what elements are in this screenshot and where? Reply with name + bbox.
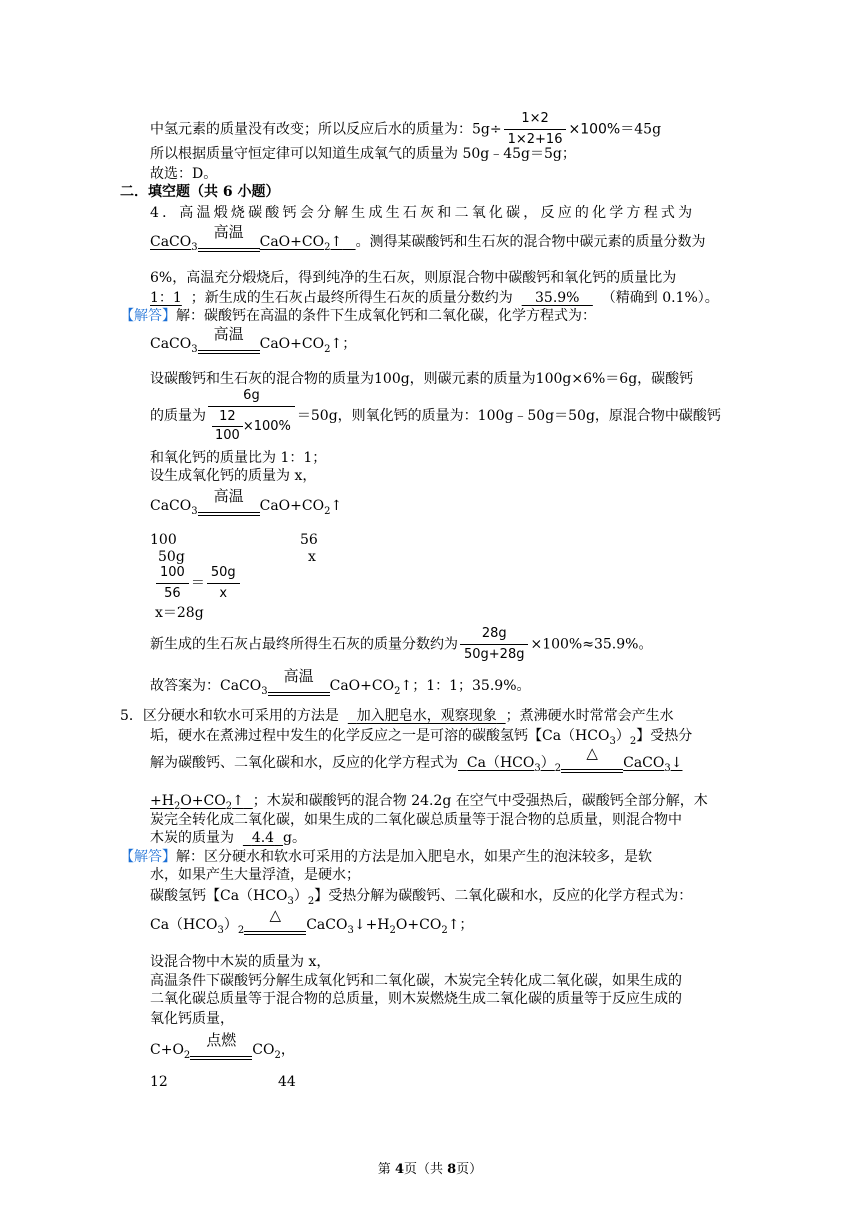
text-line: 高温条件下碳酸钙分解生成氧化钙和二氧化碳，木炭完全转化成二氧化碳，如果生成的 (150, 973, 682, 989)
text-line: $+H_2O+CO_2↑$ ；木炭和碳酸钙的混合物 24.2g 在空气中受强热后，碳酸钙全部分解，木 (150, 793, 708, 812)
text-line: 碳酸氢钙【$Ca(HCO_3)_2$】受热分解为碳酸钙、二氧化碳和水，反应的化学方程式为： (150, 888, 693, 907)
page-footer: 第 4页（共 8页） (377, 1162, 483, 1177)
text: ×100%≈35.9%。 (530, 636, 653, 653)
question-5-intro: 5．区分硬水和软水可采用的方法是 加入肥皂水，观察现象 ；煮沸硬水时常常会产生水 (120, 708, 674, 724)
answer-blank: 4.4 (251, 830, 275, 846)
mass-value: 56 (300, 532, 318, 548)
answer-tag: 【解答】 (120, 849, 176, 865)
text-line (150, 625, 652, 664)
fraction (504, 110, 567, 149)
proportion: $\frac{100}{56}$ ＝ $\frac{50g}{x}$ (154, 564, 242, 603)
mass-value: 50g (158, 549, 185, 565)
fraction-denominator: 1×2+16 (504, 129, 567, 149)
text-line (150, 110, 661, 149)
mass-value: 44 (278, 1074, 296, 1090)
condition-high-temp: 高温 (198, 503, 260, 521)
text-line: 【解答】解：区分硬水和软水可采用的方法是加入肥皂水，如果产生的泡沫较多，是软 (120, 849, 652, 865)
text: 解：碳酸钙在高温的条件下生成氧化钙和二氧化碳，化学方程式为： (176, 308, 596, 324)
fraction (208, 387, 295, 445)
condition-high-temp: 高温 (198, 341, 260, 359)
mass-value: 12 (150, 1074, 168, 1090)
condition-heat: △ (561, 760, 623, 778)
text-line: 和氧化钙的质量比为 1：1； (150, 450, 327, 466)
question-4-intro: 4．高温煅烧碳酸钙会分解生成生石灰和二氧化碳，反应的化学方程式为 (150, 205, 696, 221)
answer-blank: 加入肥皂水，观察现象 (356, 708, 497, 724)
section-title: 二．填空题（共 6 小题） (120, 184, 280, 200)
answer-blank: $Ca(HCO_3)_2$ △ CaCO$_3$↓ (458, 755, 682, 771)
text-line: 所以根据质量守恒定律可以知道生成氧气的质量为 50g﹣45g＝5g； (150, 146, 576, 162)
text-line: 二氧化碳总质量等于混合物的总质量，则木炭燃烧生成二氧化碳的质量等于反应生成的 (150, 991, 682, 1007)
text-line: 垢，硬水在煮沸过程中发生的化学反应之一是可溶的碳酸氢钙【$Ca(HCO_3)_2$】受热分 (150, 728, 693, 747)
text: 的质量为 (150, 408, 206, 424)
text: ×100% (568, 121, 621, 138)
text-line: 解为碳酸钙、二氧化碳和水，反应的化学方程式为 $Ca(HCO_3)_2$ △ CaCO$_3$↓ (150, 754, 682, 778)
page-number: 4 (394, 1162, 404, 1177)
text-line: x＝28g (155, 605, 204, 621)
condition-heat: △ (244, 922, 306, 940)
condition-high-temp: 高温 (198, 239, 260, 257)
fraction: $\frac{50g}{x}$ (207, 564, 240, 603)
fraction-numerator: 6g (243, 388, 260, 403)
text-line: 设混合物中木炭的质量为 x， (150, 954, 331, 970)
equation: $Ca(HCO_3)_2$ △ $CaCO_3↓+H_2O+CO_2↑$； (150, 916, 473, 940)
answer-blank: $+H_2O+CO_2↑$ (150, 793, 244, 812)
equation: CaCO$_3$ 高温 $CaO+CO_2↑$ (150, 497, 342, 521)
text-line: 故选：D。 (150, 166, 218, 182)
equation: 故答案为：CaCO$_3$ 高温 $CaO+CO_2↑$；1：1；35.9%。 (150, 677, 531, 701)
text: ＝50g，则氧化钙的质量为：100g﹣50g＝50g，原混合物中碳酸钙 (296, 408, 721, 424)
text-line (150, 289, 719, 307)
equation: CaCO$_3$ 高温 $CaO+CO_2↑$； (150, 335, 356, 359)
fraction-denominator: $\frac{12}{100}$ ×100% (208, 406, 295, 445)
mass-value: x (308, 549, 316, 565)
answer-blank: 1：1 (150, 290, 182, 306)
text: ＝45g (620, 121, 662, 138)
text-line: 水，如果产生大量浮渣，是硬水； (150, 867, 360, 883)
answer-blank: CaCO$_3$ 高温 $CaO+CO_2↑$ (150, 234, 356, 250)
text: ；新生成的生石灰占最终所得生石灰的质量分数约为 (190, 290, 513, 306)
condition-ignite: 点燃 (190, 1047, 252, 1065)
text: 中氢元素的质量没有改变；所以反应后水的质量为：5g÷ (150, 121, 502, 138)
fraction: $\frac{100}{56}$ (156, 564, 189, 603)
answer-blank: 35.9% (535, 290, 580, 306)
text-line: 木炭的质量为 4.4 g。 (150, 830, 306, 846)
text-line (120, 307, 596, 325)
text: 。测得某碳酸钙和生石灰的混合物中碳元素的质量分数为 (355, 234, 706, 250)
text-line (150, 222, 706, 257)
text-line: 氧化钙质量， (150, 1011, 234, 1027)
total-pages: 8 (447, 1162, 457, 1177)
text: （精确到 0.1%）。 (601, 290, 719, 306)
equation: $C+O_2$ 点燃 $CO_2$， (150, 1041, 295, 1065)
text-line: 炭完全转化成二氧化碳，如果生成的二氧化碳总质量等于混合物的总质量，则混合物中 (150, 812, 682, 828)
text-line: 6%，高温充分煅烧后，得到纯净的生石灰，则原混合物中碳酸钙和氧化钙的质量比为 (150, 270, 677, 286)
text-line (150, 387, 721, 445)
text-line: 设生成氧化钙的质量为 x， (150, 468, 317, 484)
mass-value: 100 (150, 532, 177, 548)
answer-tag: 【解答】 (120, 308, 176, 324)
text: 新生成的生石灰占最终所得生石灰的质量分数约为 (150, 636, 458, 653)
fraction: $\frac{28g}{50g+28g}$ (460, 625, 528, 664)
condition-high-temp: 高温 (268, 683, 330, 701)
fraction-numerator: 1×2 (521, 111, 549, 126)
text-line: 设碳酸钙和生石灰的混合物的质量为100g，则碳元素的质量为100g×6%＝6g，碳酸钙 (150, 371, 694, 387)
